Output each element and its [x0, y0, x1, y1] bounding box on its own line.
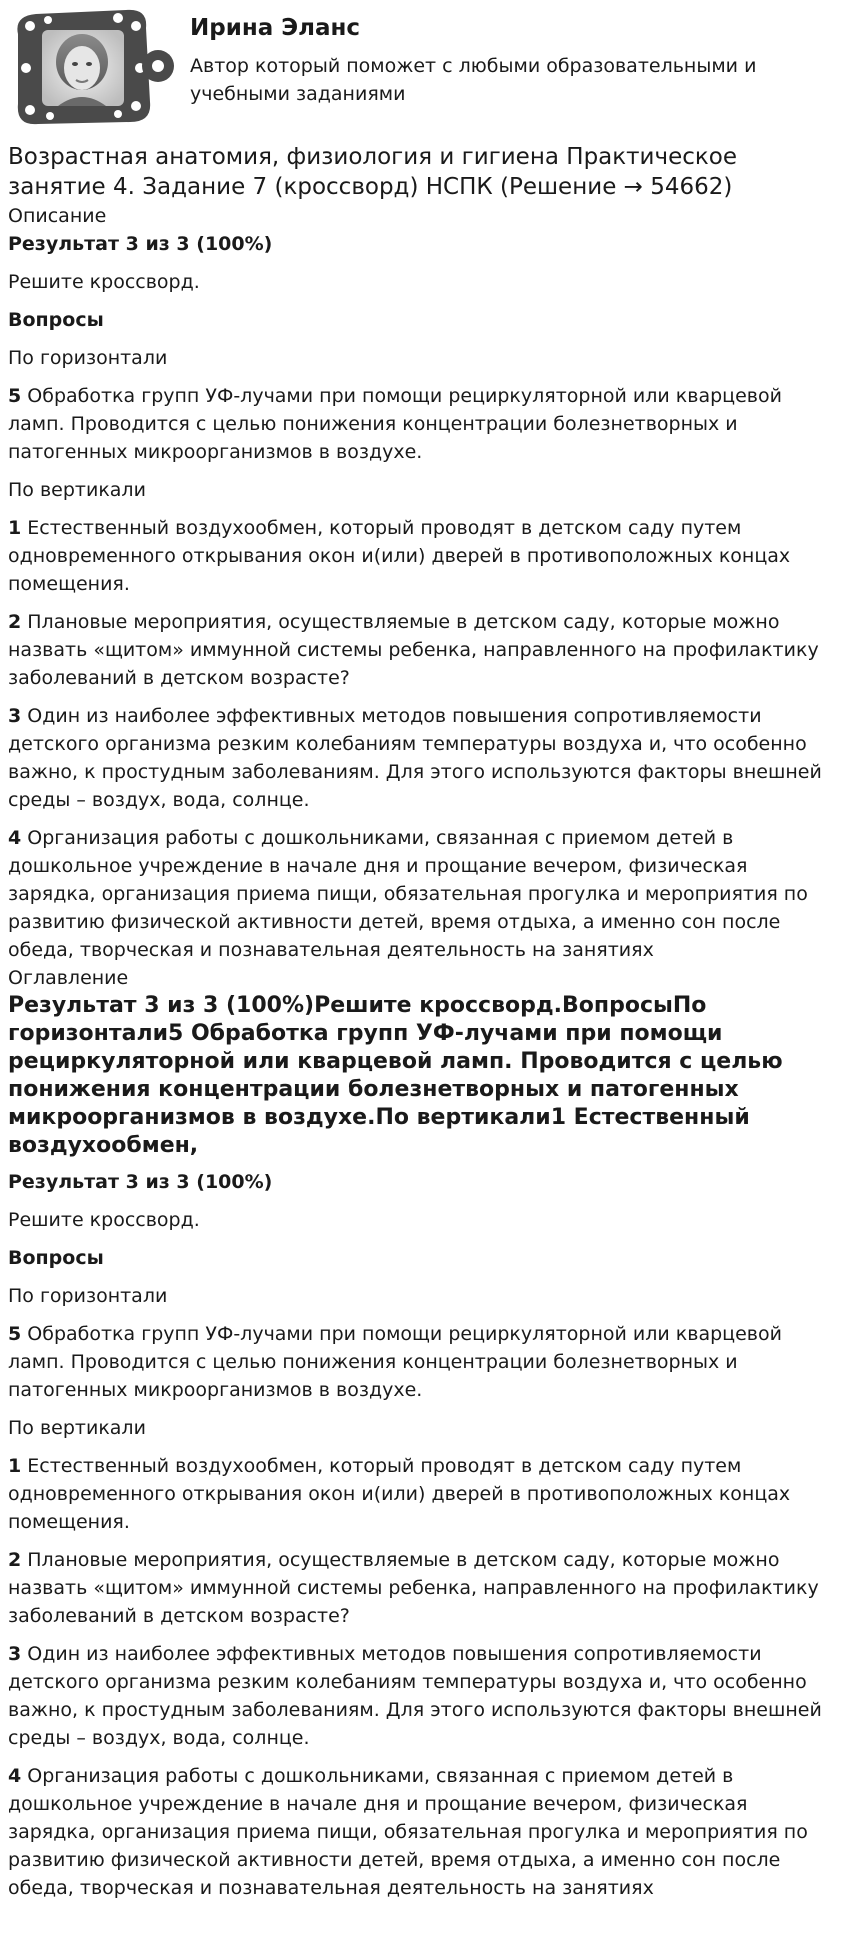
author-card [8, 0, 839, 140]
horizontal-question [8, 382, 839, 466]
question-number: 3 [8, 705, 22, 727]
question-text: Плановые мероприятия, осуществляемые в детском саду, которые можно назвать «щитом» иммунной системы ребенка, направленного на профилактику заболеваний в детском возрасте? [8, 1549, 819, 1627]
vertical-question [8, 1452, 839, 1536]
question-number: 2 [8, 1549, 22, 1571]
vertical-question [8, 702, 839, 814]
question-number: 1 [8, 517, 22, 539]
vertical-question [8, 1640, 839, 1752]
question-number: 4 [8, 1765, 22, 1787]
page-title: Возрастная анатомия, физиология и гигиена Практическое занятие 4. Задание 7 (кроссворд) НСПК (Решение → 54662) [8, 144, 738, 200]
question-text: Обработка групп УФ-лучами при помощи рециркуляторной или кварцевой ламп. Проводится с целью понижения концентрации болезнетворных и патогенных микроорганизмов в воздухе. [8, 1323, 782, 1401]
result-text: Результат 3 из 3 (100%) [8, 1171, 273, 1193]
question-text: Обработка групп УФ-лучами при помощи рециркуляторной или кварцевой ламп. Проводится с целью понижения концентрации болезнетворных и патогенных микроорганизмов в воздухе. [8, 385, 782, 463]
author-info [178, 6, 790, 108]
description-section [8, 202, 839, 964]
vertical-label: По вертикали [8, 1417, 146, 1439]
vertical-question [8, 1762, 839, 1902]
question-text: Организация работы с дошкольниками, связанная с приемом детей в дошкольное учреждение в начале дня и прощание вечером, физическая зарядка, организация приема пищи, обязательная прогулка и мероприятия по развитию физической активности детей, время отдыха, а именно сон после обеда, творческая и познавательная деятельность на занятиях [8, 1765, 808, 1899]
horizontal-label: По горизонтали [8, 347, 168, 369]
author-description: Автор который поможет с любыми образовательными и учебными заданиями [190, 55, 757, 105]
instruction-text: Решите кроссворд. [8, 271, 200, 293]
toc-heading: Результат 3 из 3 (100%)Решите кроссворд.ВопросыПо горизонтали5 Обработка групп УФ-лучами при помощи рециркуляторной или кварцевой ламп. Проводится с целью понижения концентрации болезнетворных и патогенных микроорганизмов в воздухе.По вертикали1 Естественный воздухообмен, [8, 993, 783, 1158]
author-name[interactable]: Ирина Эланс [190, 15, 361, 41]
question-number: 2 [8, 611, 22, 633]
question-text: Один из наиболее эффективных методов повышения сопротивляемости детского организма резким колебаниям температуры воздуха и, что особенно важно, к простудным заболеваниям. Для этого используются факторы внешней среды – воздух, вода, солнце. [8, 1643, 822, 1749]
questions-label: Вопросы [8, 309, 104, 331]
question-number: 5 [8, 1323, 22, 1345]
horizontal-question [8, 1320, 839, 1404]
avatar-photo-icon [8, 6, 178, 126]
vertical-label: По вертикали [8, 479, 146, 501]
question-text: Организация работы с дошкольниками, связанная с приемом детей в дошкольное учреждение в начале дня и прощание вечером, физическая зарядка, организация приема пищи, обязательная прогулка и мероприятия по развитию физической активности детей, время отдыха, а именно сон после обеда, творческая и познавательная деятельность на занятиях [8, 827, 808, 961]
question-text: Естественный воздухообмен, который проводят в детском саду путем одновременного открывания окон и(или) дверей в противоположных концах помещения. [8, 1455, 791, 1533]
horizontal-label: По горизонтали [8, 1285, 168, 1307]
result-text: Результат 3 из 3 (100%) [8, 233, 273, 255]
question-number: 4 [8, 827, 22, 849]
question-number: 3 [8, 1643, 22, 1665]
question-text: Естественный воздухообмен, который проводят в детском саду путем одновременного открывания окон и(или) дверей в противоположных концах помещения. [8, 517, 791, 595]
description-label: Описание [8, 205, 107, 227]
question-number: 5 [8, 385, 22, 407]
question-text: Один из наиболее эффективных методов повышения сопротивляемости детского организма резким колебаниям температуры воздуха и, что особенно важно, к простудным заболеваниям. Для этого используются факторы внешней среды – воздух, вода, солнце. [8, 705, 822, 811]
instruction-text: Решите кроссворд. [8, 1209, 200, 1231]
vertical-question [8, 1546, 839, 1630]
author-avatar[interactable] [8, 6, 178, 126]
toc-label: Оглавление [8, 967, 129, 989]
question-number: 1 [8, 1455, 22, 1477]
questions-label: Вопросы [8, 1247, 104, 1269]
vertical-question [8, 608, 839, 692]
vertical-question [8, 824, 839, 964]
toc-section [8, 964, 839, 1902]
vertical-question [8, 514, 839, 598]
question-text: Плановые мероприятия, осуществляемые в детском саду, которые можно назвать «щитом» иммунной системы ребенка, направленного на профилактику заболеваний в детском возрасте? [8, 611, 819, 689]
